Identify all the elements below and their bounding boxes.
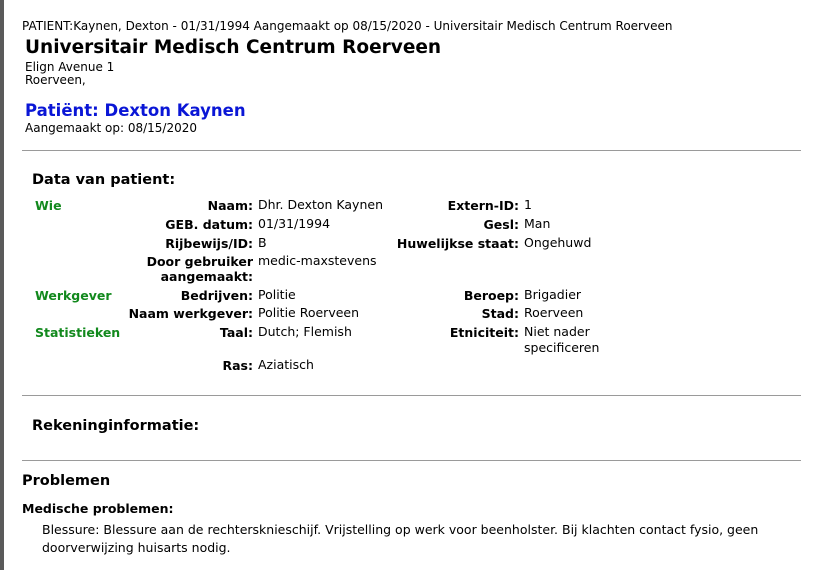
medical-problem-text: Blessure: Blessure aan de rechtersknieschijf. Vrijstelling op werk voor beenholster. Bij klachten contact fysio, geen doorverwijzing huisarts nodig. <box>42 522 759 555</box>
label-geb-datum: GEB. datum: <box>165 217 253 232</box>
label-bedrijven: Bedrijven: <box>180 288 253 303</box>
patient-title: Patiënt: Dexton Kaynen <box>25 101 246 120</box>
billing-heading: Rekeninginformatie: <box>32 418 200 434</box>
label-stad: Stad: <box>481 306 519 321</box>
value-beroep: Brigadier <box>524 287 582 302</box>
address-line-1: Elign Avenue 1 <box>25 60 115 74</box>
address-line-2: Roerveen, <box>25 73 86 87</box>
value-geb-datum: 01/31/1994 <box>258 216 331 231</box>
label-ras: Ras: <box>222 358 253 373</box>
group-werkgever: Werkgever <box>35 288 112 303</box>
divider <box>22 395 801 396</box>
value-bedrijven: Politie <box>258 287 296 302</box>
patient-data-heading: Data van patient: <box>32 172 176 188</box>
label-door-gebruiker <box>147 254 253 284</box>
problems-heading: Problemen <box>22 473 111 489</box>
label-door-gebruiker-line1: Door gebruiker <box>146 254 253 269</box>
label-gesl: Gesl: <box>483 217 519 232</box>
label-rijbewijs: Rijbewijs/ID: <box>165 236 253 251</box>
left-border <box>0 0 4 570</box>
divider <box>22 150 801 151</box>
value-naam-werkgever: Politie Roerveen <box>258 305 360 320</box>
label-etniciteit: Etniciteit: <box>449 325 519 340</box>
value-huwelijkse-staat: Ongehuwd <box>524 235 592 250</box>
value-etniciteit-line2: specificeren <box>524 340 600 355</box>
label-door-gebruiker-line2: aangemaakt: <box>160 269 253 284</box>
value-etniciteit <box>524 324 599 356</box>
value-ras: Aziatisch <box>258 357 314 372</box>
label-beroep: Beroep: <box>463 288 519 303</box>
medical-problems-heading: Medische problemen: <box>22 501 174 516</box>
value-gesl: Man <box>524 216 551 231</box>
group-wie: Wie <box>35 198 62 213</box>
value-rijbewijs: B <box>258 235 267 250</box>
label-huwelijkse-staat: Huwelijkse staat: <box>396 236 519 251</box>
value-etniciteit-line1: Niet nader <box>524 324 590 339</box>
label-extern-id: Extern-ID: <box>447 198 519 213</box>
organization-name: Universitair Medisch Centrum Roerveen <box>25 37 442 58</box>
value-door-gebruiker: medic-maxstevens <box>258 253 377 268</box>
value-stad: Roerveen <box>524 305 584 320</box>
label-naam: Naam: <box>207 198 253 213</box>
value-extern-id: 1 <box>524 197 532 212</box>
group-statistieken: Statistieken <box>35 325 121 340</box>
label-taal: Taal: <box>219 325 253 340</box>
created-date: Aangemaakt op: 08/15/2020 <box>25 121 198 135</box>
document-header: PATIENT:Kaynen, Dexton - 01/31/1994 Aangemaakt op 08/15/2020 - Universitair Medisch Centrum Roerveen <box>22 19 673 33</box>
label-naam-werkgever: Naam werkgever: <box>128 306 253 321</box>
value-naam: Dhr. Dexton Kaynen <box>258 197 383 212</box>
value-taal: Dutch; Flemish <box>258 324 352 339</box>
divider <box>22 460 801 461</box>
